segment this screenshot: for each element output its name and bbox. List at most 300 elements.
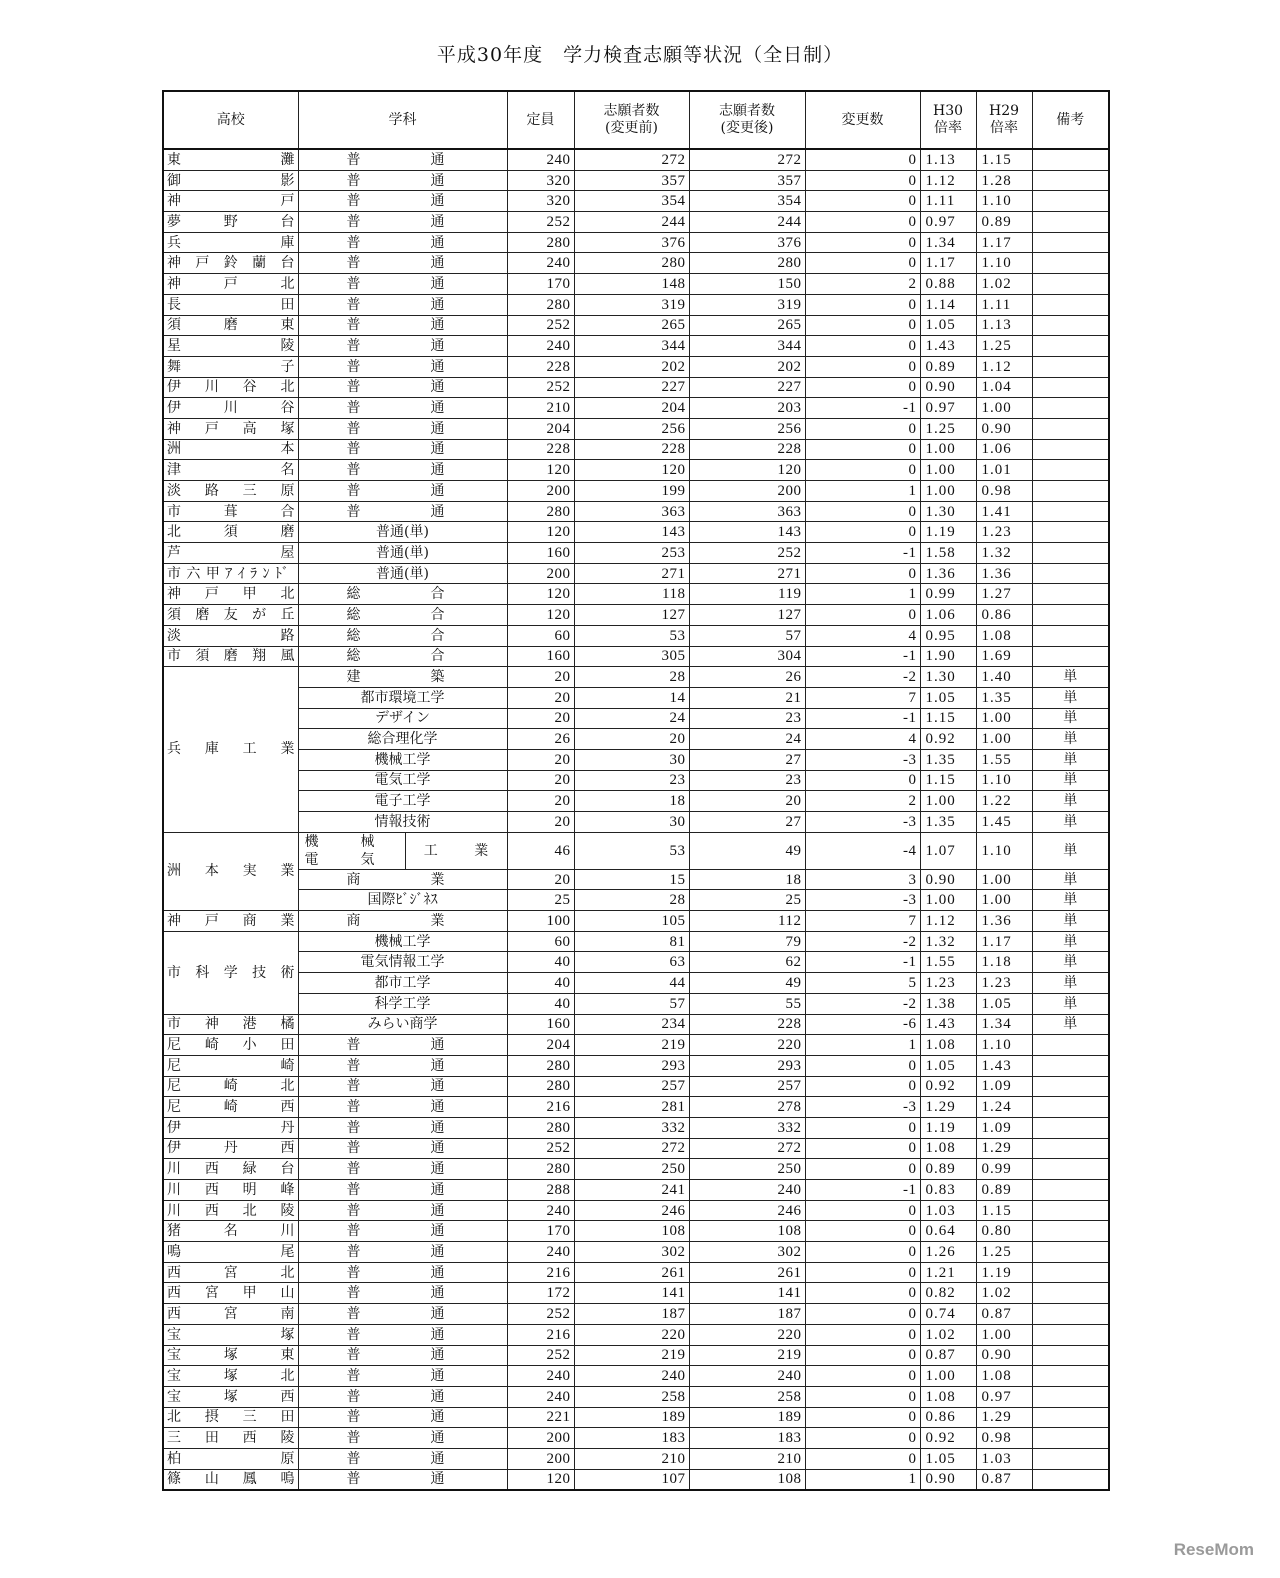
applicants-after-value: 219 — [689, 1345, 805, 1366]
h30-ratio-value: 1.08 — [920, 1138, 976, 1159]
note-value — [1032, 274, 1109, 295]
h29-ratio-value: 1.00 — [976, 729, 1032, 750]
dept-name: 普通 — [298, 1138, 507, 1159]
applicants-after-value: 319 — [689, 294, 805, 315]
h29-ratio-value: 1.40 — [976, 667, 1032, 688]
h29-ratio-value: 1.15 — [976, 149, 1032, 170]
dept-main-char: 工 — [423, 842, 438, 859]
h30-ratio-value: 1.12 — [920, 170, 976, 191]
h30-ratio-value: 1.08 — [920, 1386, 976, 1407]
dept-name: 総合 — [298, 625, 507, 646]
applicants-before-value: 219 — [574, 1345, 689, 1366]
applicants-after-value: 210 — [689, 1448, 805, 1469]
capacity-value: 280 — [507, 1055, 574, 1076]
h29-ratio-value: 0.89 — [976, 212, 1032, 233]
capacity-value: 252 — [507, 315, 574, 336]
school-name: 北摂三田 — [163, 1407, 298, 1428]
capacity-value: 210 — [507, 398, 574, 419]
change-value: -6 — [805, 1014, 920, 1035]
applicants-after-value: 23 — [689, 770, 805, 791]
applicants-after-value: 258 — [689, 1386, 805, 1407]
dept-sub-char: 気 — [360, 851, 375, 868]
change-value: 1 — [805, 481, 920, 502]
table-row — [163, 149, 1109, 170]
h29-ratio-value: 1.27 — [976, 584, 1032, 605]
h29-ratio-value: 1.18 — [976, 952, 1032, 973]
table-row — [163, 1014, 1109, 1035]
dept-name: 普通 — [298, 1262, 507, 1283]
applicants-before-value: 28 — [574, 667, 689, 688]
note-value — [1032, 1076, 1109, 1097]
capacity-value: 120 — [507, 605, 574, 626]
h30-ratio-value: 0.86 — [920, 1407, 976, 1428]
table-row — [163, 1448, 1109, 1469]
header-dept: 学科 — [298, 91, 507, 149]
capacity-value: 46 — [507, 832, 574, 869]
note-value — [1032, 1386, 1109, 1407]
applicants-before-value: 44 — [574, 973, 689, 994]
capacity-value: 120 — [507, 1469, 574, 1490]
header-before — [574, 91, 689, 149]
applicants-after-value: 220 — [689, 1324, 805, 1345]
h29-ratio-value: 1.43 — [976, 1055, 1032, 1076]
school-name: 西宮南 — [163, 1304, 298, 1325]
school-name: 洲本 — [163, 439, 298, 460]
capacity-value: 280 — [507, 1159, 574, 1180]
h30-ratio-value: 1.06 — [920, 605, 976, 626]
table-row — [163, 832, 1109, 869]
table-row — [163, 501, 1109, 522]
dept-name: 普通 — [298, 315, 507, 336]
dept-name: 商業 — [298, 869, 507, 890]
table-row — [163, 1138, 1109, 1159]
table-row — [163, 1469, 1109, 1490]
table-row — [163, 1407, 1109, 1428]
h30-ratio-value: 1.19 — [920, 1117, 976, 1138]
applicants-before-value: 202 — [574, 356, 689, 377]
applicants-after-value: 271 — [689, 563, 805, 584]
note-value — [1032, 1138, 1109, 1159]
h30-ratio-value: 1.29 — [920, 1097, 976, 1118]
table-row — [163, 1117, 1109, 1138]
dept-name: 普通(単) — [298, 522, 507, 543]
header-school: 高校 — [163, 91, 298, 149]
change-value: -2 — [805, 931, 920, 952]
dept-name: 普通 — [298, 1407, 507, 1428]
h30-ratio-value: 0.92 — [920, 729, 976, 750]
note-value — [1032, 1117, 1109, 1138]
capacity-value: 40 — [507, 973, 574, 994]
capacity-value: 320 — [507, 170, 574, 191]
capacity-value: 100 — [507, 911, 574, 932]
school-name: 尼崎北 — [163, 1076, 298, 1097]
capacity-value: 216 — [507, 1324, 574, 1345]
dept-name: 電子工学 — [298, 791, 507, 812]
applicants-after-value: 261 — [689, 1262, 805, 1283]
school-name: 夢野台 — [163, 212, 298, 233]
change-value: 0 — [805, 1345, 920, 1366]
note-value — [1032, 1366, 1109, 1387]
note-value: 単 — [1032, 931, 1109, 952]
note-value: 単 — [1032, 952, 1109, 973]
table-row — [163, 1076, 1109, 1097]
applicants-before-value: 234 — [574, 1014, 689, 1035]
capacity-value: 252 — [507, 377, 574, 398]
h29-ratio-value: 1.22 — [976, 791, 1032, 812]
note-value — [1032, 212, 1109, 233]
dept-name: 普通 — [298, 1055, 507, 1076]
applicants-before-value: 30 — [574, 812, 689, 833]
table-row — [163, 812, 1109, 833]
table-row — [163, 1366, 1109, 1387]
change-value: 0 — [805, 1386, 920, 1407]
table-row — [163, 890, 1109, 911]
note-value: 単 — [1032, 770, 1109, 791]
dept-name: 普通 — [298, 356, 507, 377]
change-value: 0 — [805, 1448, 920, 1469]
note-value — [1032, 1097, 1109, 1118]
applicants-after-value: 18 — [689, 869, 805, 890]
table-row — [163, 770, 1109, 791]
h30-ratio-value: 1.32 — [920, 931, 976, 952]
change-value: -1 — [805, 543, 920, 564]
change-value: -3 — [805, 1097, 920, 1118]
h29-ratio-value: 1.23 — [976, 522, 1032, 543]
applicants-before-value: 302 — [574, 1242, 689, 1263]
table-row — [163, 377, 1109, 398]
h30-ratio-value: 1.38 — [920, 993, 976, 1014]
h29-ratio-value: 1.17 — [976, 232, 1032, 253]
note-value: 単 — [1032, 890, 1109, 911]
h29-ratio-value: 1.15 — [976, 1200, 1032, 1221]
dept-sub-item — [305, 833, 375, 851]
note-value: 単 — [1032, 812, 1109, 833]
dept-name: 普通(単) — [298, 543, 507, 564]
note-value — [1032, 253, 1109, 274]
applicants-after-value: 304 — [689, 646, 805, 667]
applicants-after-value: 244 — [689, 212, 805, 233]
h30-ratio-value: 1.25 — [920, 418, 976, 439]
applicants-before-value: 241 — [574, 1180, 689, 1201]
school-name: 北須磨 — [163, 522, 298, 543]
school-name: 尼崎 — [163, 1055, 298, 1076]
dept-name: 情報技術 — [298, 812, 507, 833]
h29-ratio-value: 1.12 — [976, 356, 1032, 377]
school-name: 市葺合 — [163, 501, 298, 522]
table-row — [163, 336, 1109, 357]
h30-ratio-value: 1.08 — [920, 1035, 976, 1056]
dept-name: 普通 — [298, 377, 507, 398]
dept-cell — [298, 832, 507, 869]
capacity-value: 240 — [507, 149, 574, 170]
applicants-before-value: 23 — [574, 770, 689, 791]
table-row — [163, 625, 1109, 646]
h30-ratio-value: 0.95 — [920, 625, 976, 646]
change-value: 0 — [805, 294, 920, 315]
h29-ratio-value: 0.86 — [976, 605, 1032, 626]
note-value — [1032, 1304, 1109, 1325]
applicants-after-value: 108 — [689, 1221, 805, 1242]
capacity-value: 216 — [507, 1262, 574, 1283]
dept-sub-char: 械 — [360, 833, 375, 850]
capacity-value: 40 — [507, 952, 574, 973]
applicants-after-value: 27 — [689, 812, 805, 833]
dept-name: 普通 — [298, 1448, 507, 1469]
applicants-before-value: 189 — [574, 1407, 689, 1428]
table-row — [163, 1035, 1109, 1056]
school-name: 猪名川 — [163, 1221, 298, 1242]
dept-name: 科学工学 — [298, 993, 507, 1014]
dept-name: 普通 — [298, 191, 507, 212]
note-value — [1032, 625, 1109, 646]
dept-name: 総合理化学 — [298, 729, 507, 750]
h29-ratio-value: 1.10 — [976, 191, 1032, 212]
school-name: 川西明峰 — [163, 1180, 298, 1201]
h30-ratio-value: 1.05 — [920, 315, 976, 336]
change-value: -3 — [805, 749, 920, 770]
applicants-before-value: 15 — [574, 869, 689, 890]
applicants-before-value: 228 — [574, 439, 689, 460]
capacity-value: 280 — [507, 501, 574, 522]
applicants-after-value: 240 — [689, 1366, 805, 1387]
applicants-before-value: 357 — [574, 170, 689, 191]
dept-name: 普通 — [298, 1180, 507, 1201]
note-value: 単 — [1032, 869, 1109, 890]
applicants-after-value: 256 — [689, 418, 805, 439]
dept-name: デザイン — [298, 708, 507, 729]
applicants-before-value: 14 — [574, 687, 689, 708]
applicants-before-value: 305 — [574, 646, 689, 667]
h29-ratio-value: 0.90 — [976, 418, 1032, 439]
change-value: 0 — [805, 501, 920, 522]
h30-ratio-value: 0.97 — [920, 212, 976, 233]
table-row — [163, 584, 1109, 605]
school-name: 市六甲ｱｲﾗﾝﾄﾞ — [163, 563, 298, 584]
capacity-value: 20 — [507, 770, 574, 791]
dept-name: 普通 — [298, 1469, 507, 1490]
h30-ratio-value: 1.11 — [920, 191, 976, 212]
note-value — [1032, 1469, 1109, 1490]
change-value: 0 — [805, 170, 920, 191]
h30-ratio-value: 0.89 — [920, 1159, 976, 1180]
applicants-after-value: 363 — [689, 501, 805, 522]
dept-name: 国際ﾋﾞｼﾞﾈｽ — [298, 890, 507, 911]
h29-ratio-value: 1.00 — [976, 708, 1032, 729]
change-value: -2 — [805, 667, 920, 688]
h29-ratio-value: 1.35 — [976, 687, 1032, 708]
note-value — [1032, 1448, 1109, 1469]
table-row — [163, 1324, 1109, 1345]
capacity-value: 26 — [507, 729, 574, 750]
dept-name: 普通 — [298, 253, 507, 274]
change-value: 0 — [805, 1221, 920, 1242]
h30-ratio-value: 0.92 — [920, 1428, 976, 1449]
applicants-after-value: 189 — [689, 1407, 805, 1428]
note-value — [1032, 1407, 1109, 1428]
capacity-value: 172 — [507, 1283, 574, 1304]
h29-ratio-value: 1.41 — [976, 501, 1032, 522]
change-value: 0 — [805, 1138, 920, 1159]
h30-ratio-value: 0.92 — [920, 1076, 976, 1097]
dept-name: 普通 — [298, 1428, 507, 1449]
h29-ratio-value: 1.19 — [976, 1262, 1032, 1283]
h29-ratio-value: 1.10 — [976, 1035, 1032, 1056]
h29-ratio-value: 1.45 — [976, 812, 1032, 833]
dept-name: 普通 — [298, 1117, 507, 1138]
note-value: 単 — [1032, 832, 1109, 869]
school-name: 宝塚西 — [163, 1386, 298, 1407]
applicants-after-value: 49 — [689, 832, 805, 869]
note-value — [1032, 377, 1109, 398]
table-row — [163, 522, 1109, 543]
applicants-after-value: 57 — [689, 625, 805, 646]
change-value: 0 — [805, 1242, 920, 1263]
applicants-after-value: 49 — [689, 973, 805, 994]
dept-name: 普通 — [298, 1324, 507, 1345]
applicants-before-value: 220 — [574, 1324, 689, 1345]
capacity-value: 200 — [507, 481, 574, 502]
applicants-before-value: 258 — [574, 1386, 689, 1407]
dept-name: 総合 — [298, 584, 507, 605]
dept-sub-item — [305, 851, 375, 869]
h30-ratio-value: 1.07 — [920, 832, 976, 869]
h29-ratio-value: 1.01 — [976, 460, 1032, 481]
applicants-after-value: 55 — [689, 993, 805, 1014]
h30-ratio-value: 0.99 — [920, 584, 976, 605]
capacity-value: 25 — [507, 890, 574, 911]
applicants-before-value: 53 — [574, 625, 689, 646]
note-value — [1032, 1262, 1109, 1283]
dept-name: 普通 — [298, 1242, 507, 1263]
school-name: 西宮北 — [163, 1262, 298, 1283]
table-row — [163, 253, 1109, 274]
header-h30 — [920, 91, 976, 149]
change-value: 7 — [805, 687, 920, 708]
h29-ratio-value: 1.25 — [976, 336, 1032, 357]
h29-ratio-value: 1.02 — [976, 1283, 1032, 1304]
note-value: 単 — [1032, 911, 1109, 932]
change-value: 0 — [805, 191, 920, 212]
applicants-before-value: 319 — [574, 294, 689, 315]
h29-ratio-value: 1.10 — [976, 770, 1032, 791]
table-row — [163, 191, 1109, 212]
applicants-after-value: 280 — [689, 253, 805, 274]
school-name: 柏原 — [163, 1448, 298, 1469]
h30-ratio-value: 1.55 — [920, 952, 976, 973]
applicants-before-value: 256 — [574, 418, 689, 439]
change-value: 0 — [805, 522, 920, 543]
capacity-value: 221 — [507, 1407, 574, 1428]
school-name: 篠山鳳鳴 — [163, 1469, 298, 1490]
h30-ratio-value: 0.90 — [920, 377, 976, 398]
table-row — [163, 212, 1109, 233]
capacity-value: 240 — [507, 1200, 574, 1221]
capacity-value: 240 — [507, 1366, 574, 1387]
applicants-before-value: 107 — [574, 1469, 689, 1490]
capacity-value: 160 — [507, 543, 574, 564]
table-row — [163, 1055, 1109, 1076]
dept-name: 普通 — [298, 232, 507, 253]
h29-ratio-value: 0.89 — [976, 1180, 1032, 1201]
note-value — [1032, 1159, 1109, 1180]
applicants-after-value: 220 — [689, 1035, 805, 1056]
applicants-after-value: 150 — [689, 274, 805, 295]
h30-ratio-value: 1.00 — [920, 460, 976, 481]
applicants-after-value: 257 — [689, 1076, 805, 1097]
note-value — [1032, 1324, 1109, 1345]
change-value: 3 — [805, 869, 920, 890]
h30-ratio-value: 1.21 — [920, 1262, 976, 1283]
h30-ratio-value: 1.36 — [920, 563, 976, 584]
capacity-value: 240 — [507, 253, 574, 274]
change-value: 0 — [805, 1055, 920, 1076]
dept-sub-char: 電 — [304, 851, 319, 868]
table-header-row — [163, 91, 1109, 149]
h30-ratio-value: 0.90 — [920, 1469, 976, 1490]
applicants-before-value: 257 — [574, 1076, 689, 1097]
applicants-after-value: 357 — [689, 170, 805, 191]
h30-ratio-value: 1.43 — [920, 1014, 976, 1035]
capacity-value: 20 — [507, 667, 574, 688]
applicants-before-value: 57 — [574, 993, 689, 1014]
applicants-before-value: 24 — [574, 708, 689, 729]
school-name: 鳴尾 — [163, 1242, 298, 1263]
note-value: 単 — [1032, 729, 1109, 750]
change-value: 0 — [805, 1324, 920, 1345]
applicants-before-value: 18 — [574, 791, 689, 812]
header-h30-line2: 倍率 — [934, 120, 962, 136]
school-name: 市須磨翔風 — [163, 646, 298, 667]
applicants-before-value: 219 — [574, 1035, 689, 1056]
applicants-after-value: 265 — [689, 315, 805, 336]
header-h29-line2: 倍率 — [990, 120, 1018, 136]
h29-ratio-value: 1.13 — [976, 315, 1032, 336]
school-name: 西宮甲山 — [163, 1283, 298, 1304]
dept-name: 普通 — [298, 1345, 507, 1366]
change-value: 0 — [805, 563, 920, 584]
dept-name: 普通 — [298, 1200, 507, 1221]
table-row — [163, 1262, 1109, 1283]
applicants-before-value: 63 — [574, 952, 689, 973]
applicants-after-value: 62 — [689, 952, 805, 973]
applicants-after-value: 141 — [689, 1283, 805, 1304]
applicants-after-value: 200 — [689, 481, 805, 502]
applicants-before-value: 141 — [574, 1283, 689, 1304]
table-row — [163, 952, 1109, 973]
resemom-logo: ReseMom — [1173, 1540, 1254, 1559]
h29-ratio-value: 1.05 — [976, 993, 1032, 1014]
capacity-value: 20 — [507, 687, 574, 708]
h29-ratio-value: 1.36 — [976, 563, 1032, 584]
applicants-after-value: 202 — [689, 356, 805, 377]
note-value — [1032, 1345, 1109, 1366]
dept-name: 普通(単) — [298, 563, 507, 584]
school-name: 神戸北 — [163, 274, 298, 295]
applicants-before-value: 244 — [574, 212, 689, 233]
h30-ratio-value: 1.14 — [920, 294, 976, 315]
school-name: 兵庫工業 — [163, 667, 298, 833]
applicants-before-value: 127 — [574, 605, 689, 626]
applicants-after-value: 227 — [689, 377, 805, 398]
capacity-value: 20 — [507, 812, 574, 833]
note-value: 単 — [1032, 749, 1109, 770]
dept-name: 普通 — [298, 1283, 507, 1304]
change-value: 0 — [805, 377, 920, 398]
change-value: 0 — [805, 418, 920, 439]
applicants-after-value: 23 — [689, 708, 805, 729]
table-row — [163, 729, 1109, 750]
header-change: 変更数 — [805, 91, 920, 149]
